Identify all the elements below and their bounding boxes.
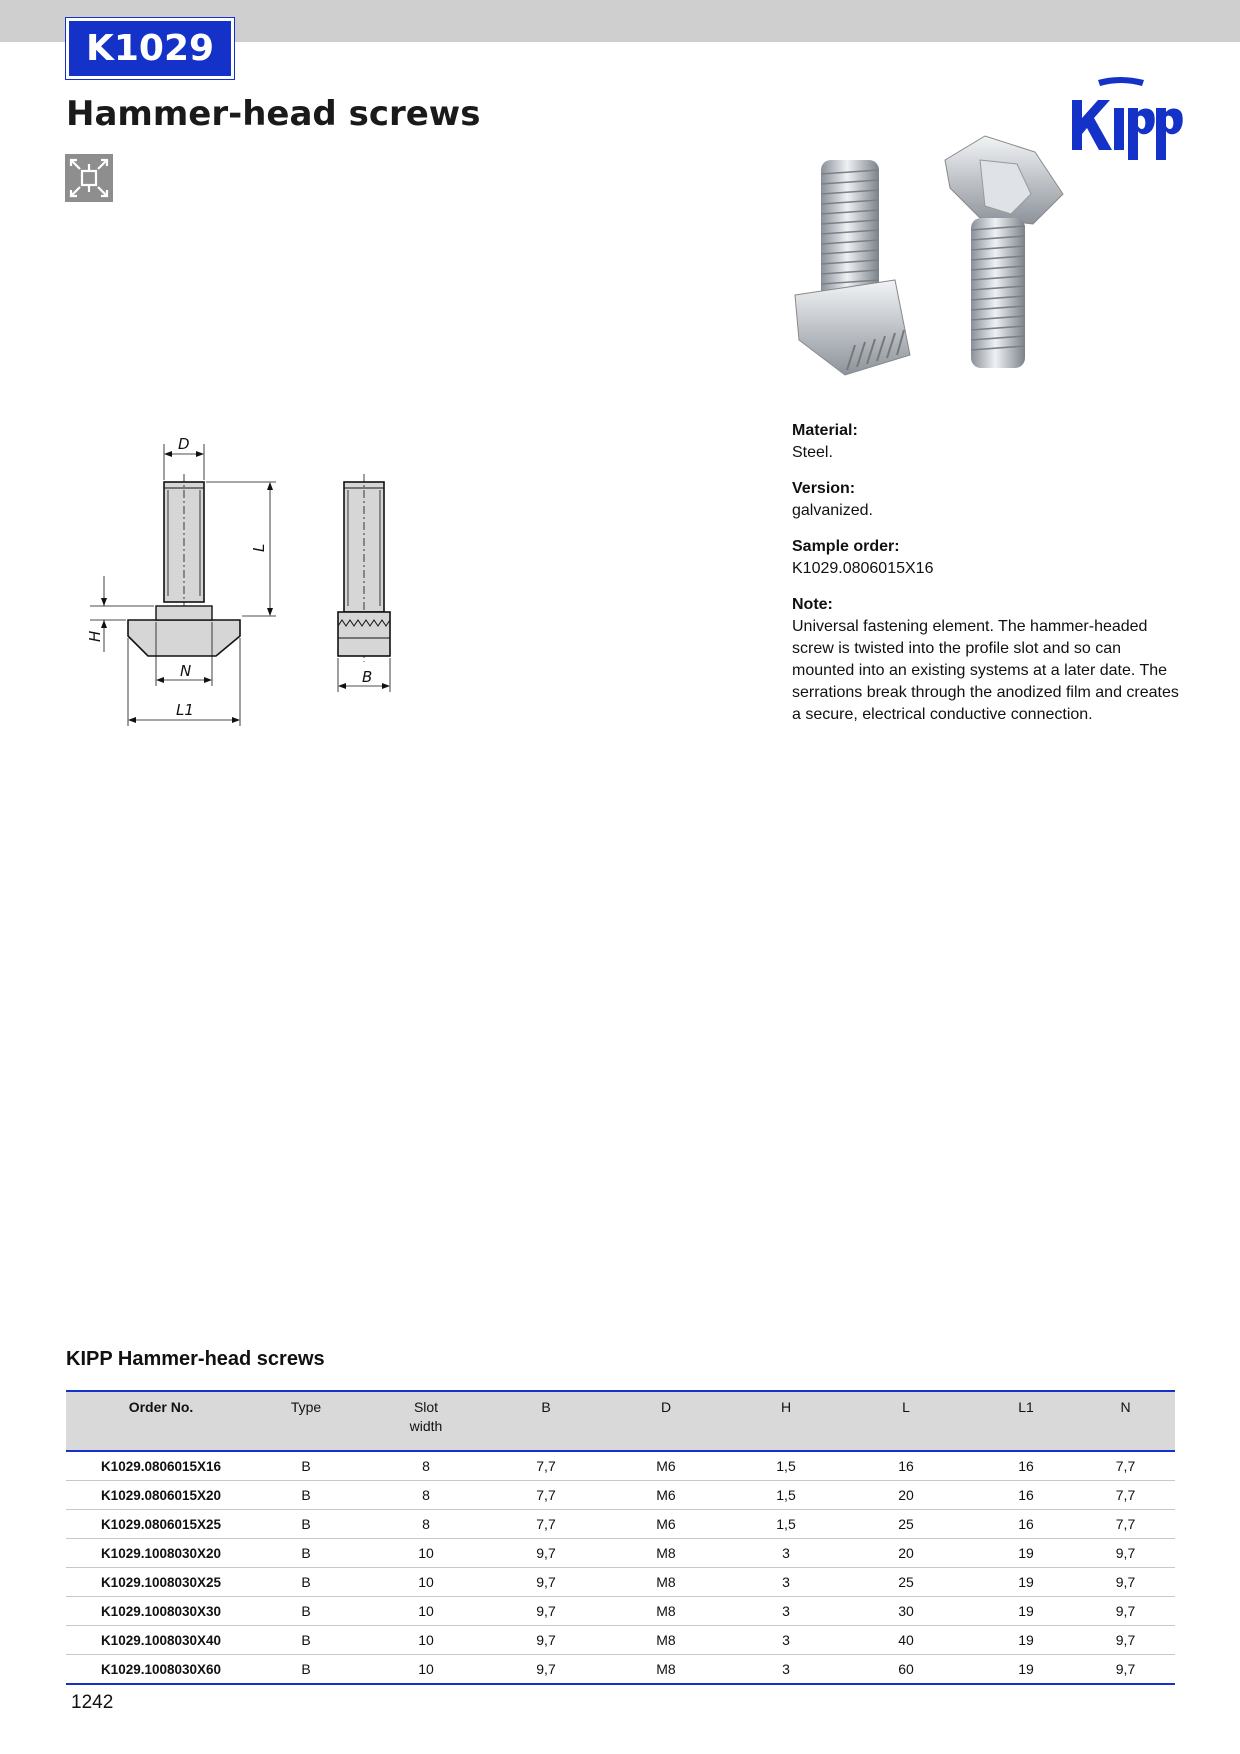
page-number: 1242: [71, 1692, 114, 1713]
table-header-row: [66, 1391, 1175, 1451]
hammer-head-screws-photo: [785, 130, 1075, 405]
col-header-l: L: [902, 1399, 910, 1415]
table-row: K1029.0806015X16 B 8 7,7 M6 1,5 16 16 7,7: [66, 1451, 1175, 1481]
assembly-icon: [65, 154, 113, 202]
sample-order-value: K1029.0806015X16: [792, 560, 934, 577]
material-label: Material:: [792, 422, 858, 439]
note-value: Universal fastening element. The hammer-headed screw is twisted into the profile slot and so can mounted into an existing systems at a later date. The serrations break through the anodized film and creates a secure, electrical conductive connection.: [792, 618, 1179, 723]
page-title: Hammer-head screws: [66, 94, 481, 134]
col-header-d: D: [660, 1399, 672, 1415]
sample-order-label: Sample order:: [792, 538, 900, 555]
dim-label-l: L: [250, 543, 268, 552]
table-title: KIPP Hammer-head screws: [66, 1348, 325, 1370]
product-info: [792, 420, 1182, 740]
table-row: K1029.1008030X60 B 10 9,7 M8 3 60 19 9,7: [66, 1655, 1175, 1685]
note-label: Note:: [792, 596, 833, 613]
kipp-logo: [1072, 74, 1186, 160]
dim-label-h: H: [86, 630, 104, 642]
col-header-slot-width: Slot width: [409, 1399, 443, 1434]
dim-label-b: B: [362, 668, 373, 686]
table-row: K1029.1008030X30 B 10 9,7 M8 3 30 19 9,7: [66, 1597, 1175, 1626]
col-header-order-no: Order No.: [128, 1399, 194, 1415]
col-header-type: Type: [290, 1399, 322, 1415]
col-header-l1: L1: [1018, 1399, 1034, 1415]
table-row: K1029.1008030X40 B 10 9,7 M8 3 40 19 9,7: [66, 1626, 1175, 1655]
material-value: Steel.: [792, 444, 833, 461]
col-header-n: N: [1120, 1399, 1131, 1415]
version-label: Version:: [792, 480, 856, 497]
dim-label-n: N: [180, 662, 192, 680]
col-header-b: B: [541, 1399, 551, 1415]
technical-drawing: [80, 430, 420, 740]
dim-label-l1: L1: [176, 701, 194, 719]
product-code-badge: K1029: [66, 18, 234, 79]
version-value: galvanized.: [792, 502, 873, 519]
table-row: K1029.0806015X20 B 8 7,7 M6 1,5 20 16 7,7: [66, 1481, 1175, 1510]
col-header-h: H: [780, 1399, 792, 1415]
dim-label-d: D: [178, 435, 190, 453]
spec-table: [66, 1390, 1175, 1685]
table-row: K1029.1008030X25 B 10 9,7 M8 3 25 19 9,7: [66, 1568, 1175, 1597]
table-row: K1029.0806015X25 B 8 7,7 M6 1,5 25 16 7,7: [66, 1510, 1175, 1539]
table-row: K1029.1008030X20 B 10 9,7 M8 3 20 19 9,7: [66, 1539, 1175, 1568]
